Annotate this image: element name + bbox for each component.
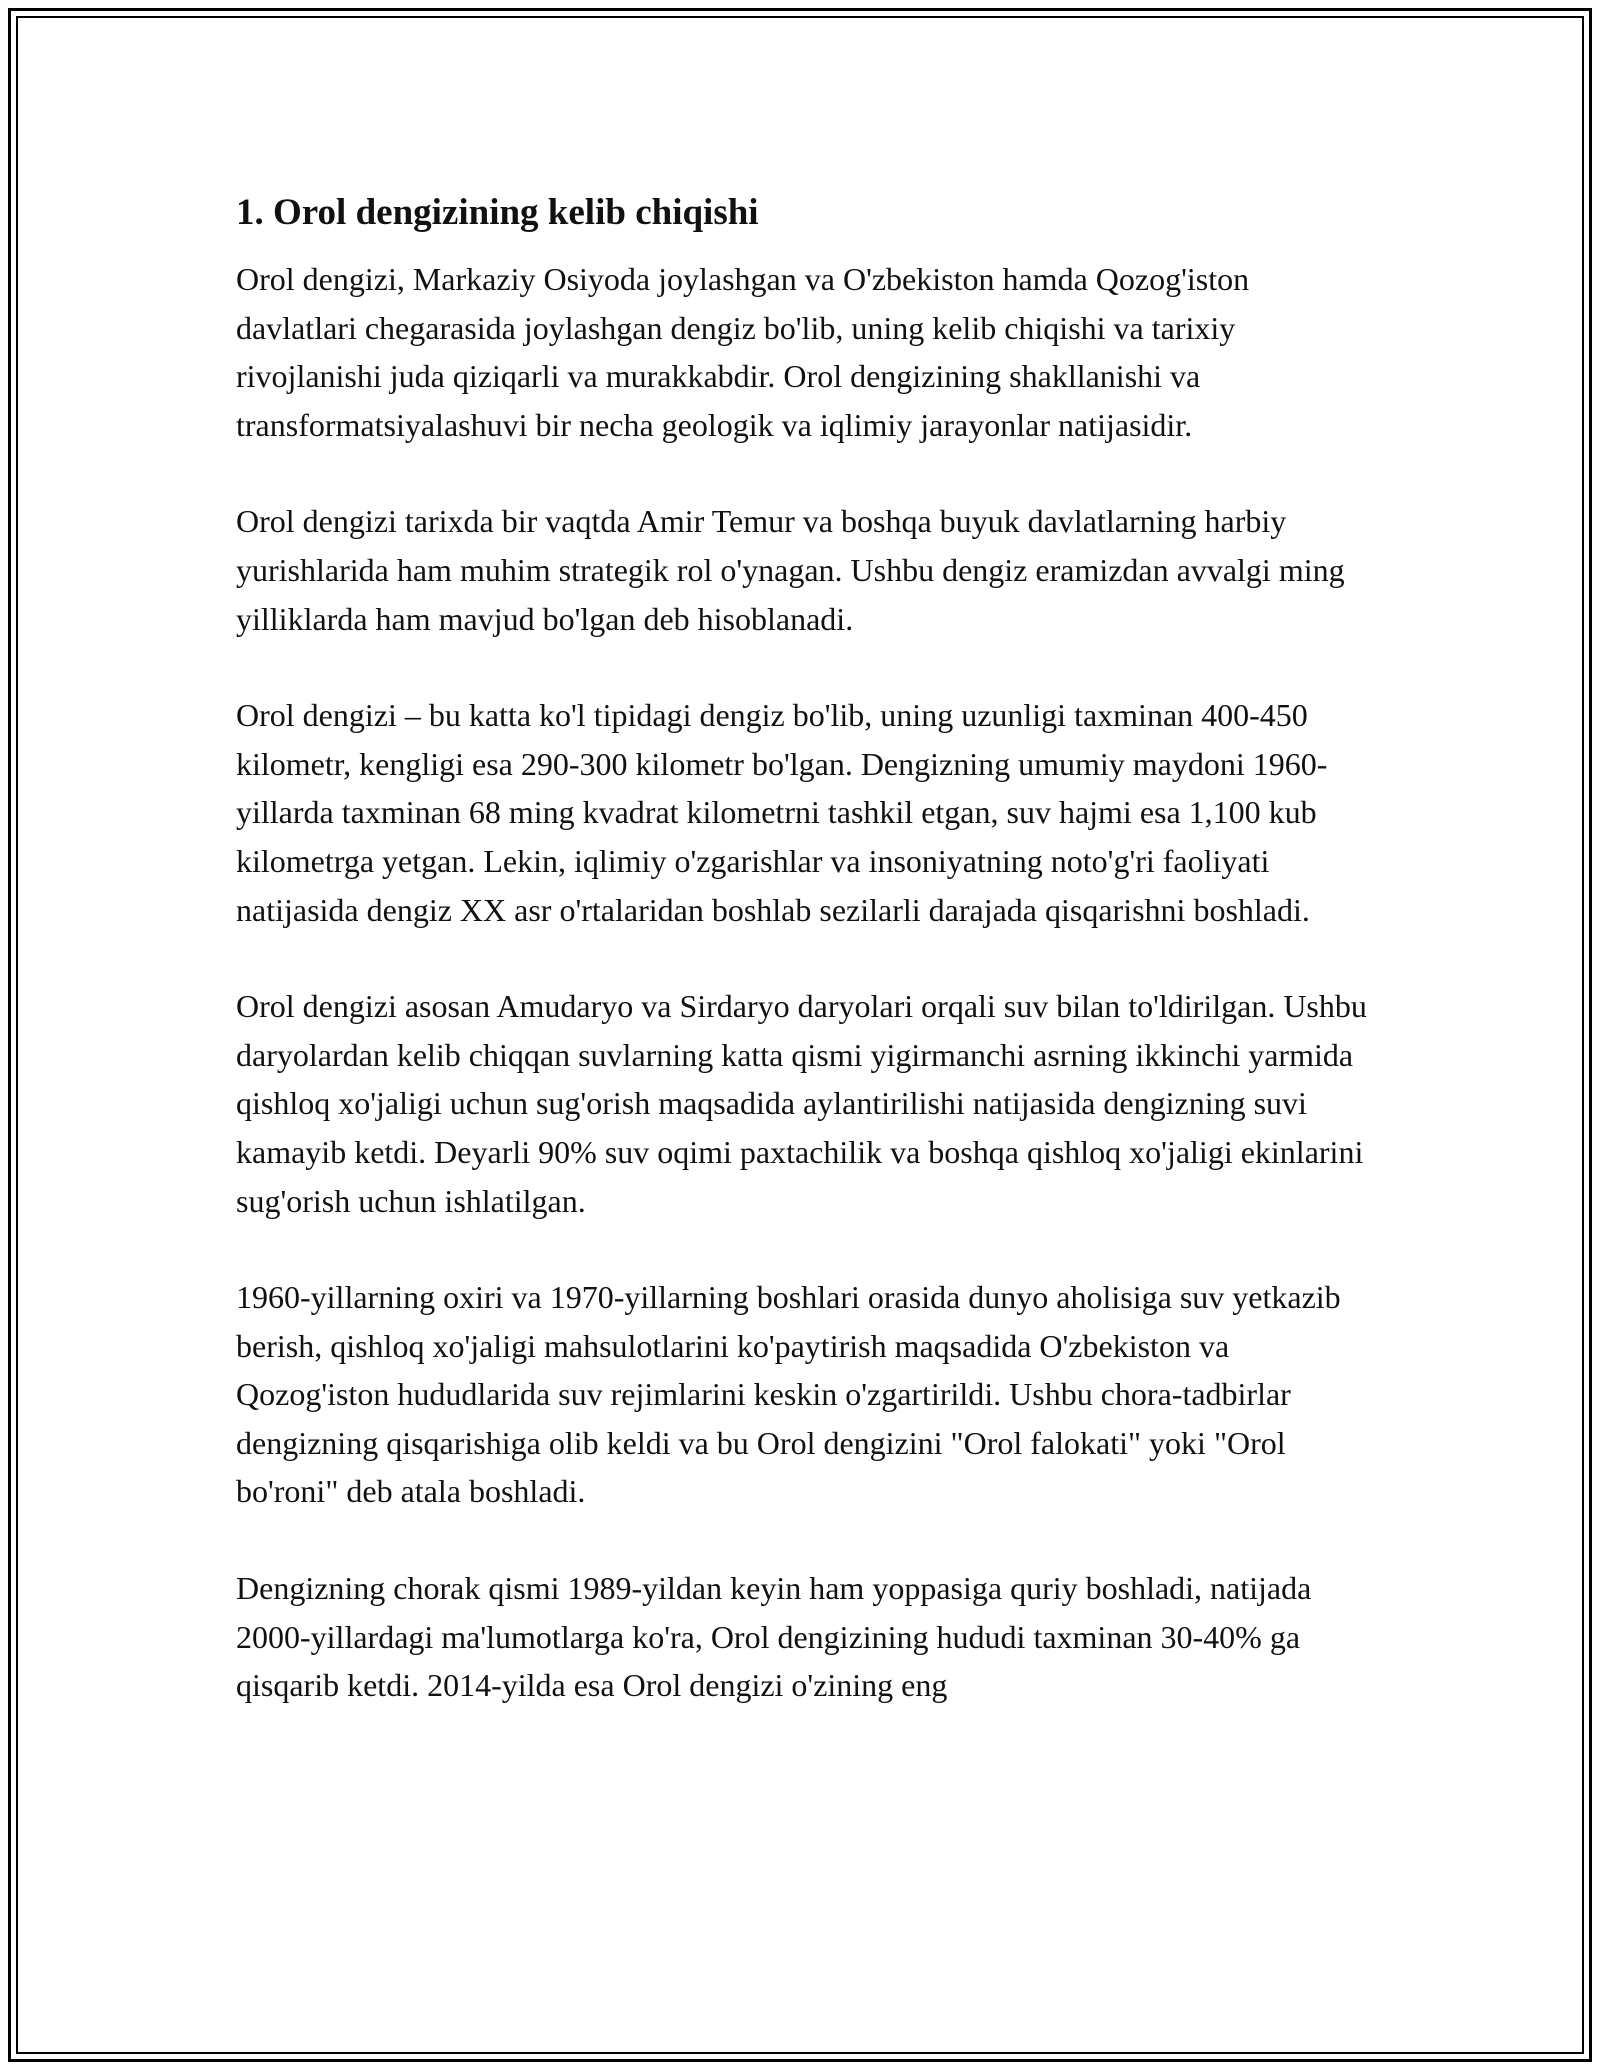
paragraph-2: Orol dengizi tarixda bir vaqtda Amir Temur va boshqa buyuk davlatlarning harbiy yurishlarida ham muhim strategik rol o'ynagan. Ushbu dengiz eramizdan avvalgi ming yilliklarda ham mavjud bo'lgan deb hisoblanadi. bbox=[236, 503, 1345, 637]
paragraph-6: Dengizning chorak qismi 1989-yildan keyin ham yoppasiga quriy boshladi, natijada 2000-yillardagi ma'lumotlarga ko'ra, Orol dengizining hududi taxminan 30-40% ga qisqarib ketdi. 2014-yilda esa Orol dengizi o'zining eng bbox=[236, 1570, 1312, 1704]
section-heading: 1. Orol dengizining kelib chiqishi bbox=[236, 192, 759, 233]
paragraph-4: Orol dengizi asosan Amudaryo va Sirdaryo daryolari orqali suv bilan to'ldirilgan. Ushbu daryolardan kelib chiqqan suvlarning katta qismi yigirmanchi asrning ikkinchi yarmida qishloq xo'jaligi uchun sug'orish maqsadida aylantirilishi natijasida dengizning suvi kamayib ketdi. Deyarli 90% suv oqimi paxtachilik va boshqa qishloq xo'jaligi ekinlarini sug'orish uchun ishlatilgan. bbox=[236, 988, 1367, 1219]
paragraph-1: Orol dengizi, Markaziy Osiyoda joylashgan va O'zbekiston hamda Qozog'iston davlatlari chegarasida joylashgan dengiz bo'lib, uning kelib chiqishi va tarixiy rivojlanishi juda qiziqarli va murakkabdir. Orol dengizining shakllanishi va transformatsiyalashuvi bir necha geologik va iqlimiy jarayonlar natijasidir. bbox=[236, 261, 1250, 443]
paragraph-3: Orol dengizi – bu katta ko'l tipidagi dengiz bo'lib, uning uzunligi taxminan 400-450 kilometr, kengligi esa 290-300 kilometr bo'lgan. Dengizning umumiy maydoni 1960-yillarda taxminan 68 ming kvadrat kilometrni tashkil etgan, suv hajmi esa 1,100 kub kilometrga yetgan. Lekin, iqlimiy o'zgarishlar va insoniyatning noto'g'ri faoliyati natijasida dengiz XX asr o'rtalaridan boshlab sezilarli darajada qisqarishni boshladi. bbox=[236, 697, 1328, 928]
paragraph-5: 1960-yillarning oxiri va 1970-yillarning boshlari orasida dunyo aholisiga suv yetkazib berish, qishloq xo'jaligi mahsulotlarini ko'paytirish maqsadida O'zbekiston va Qozog'iston hududlarida suv rejimlarini keskin o'zgartirildi. Ushbu chora-tadbirlar dengizning qisqarishiga olib keldi va bu Orol dengizini "Orol falokati" yoki "Orol bo'roni" deb atala boshladi. bbox=[236, 1279, 1341, 1510]
document-body bbox=[236, 185, 1376, 1758]
